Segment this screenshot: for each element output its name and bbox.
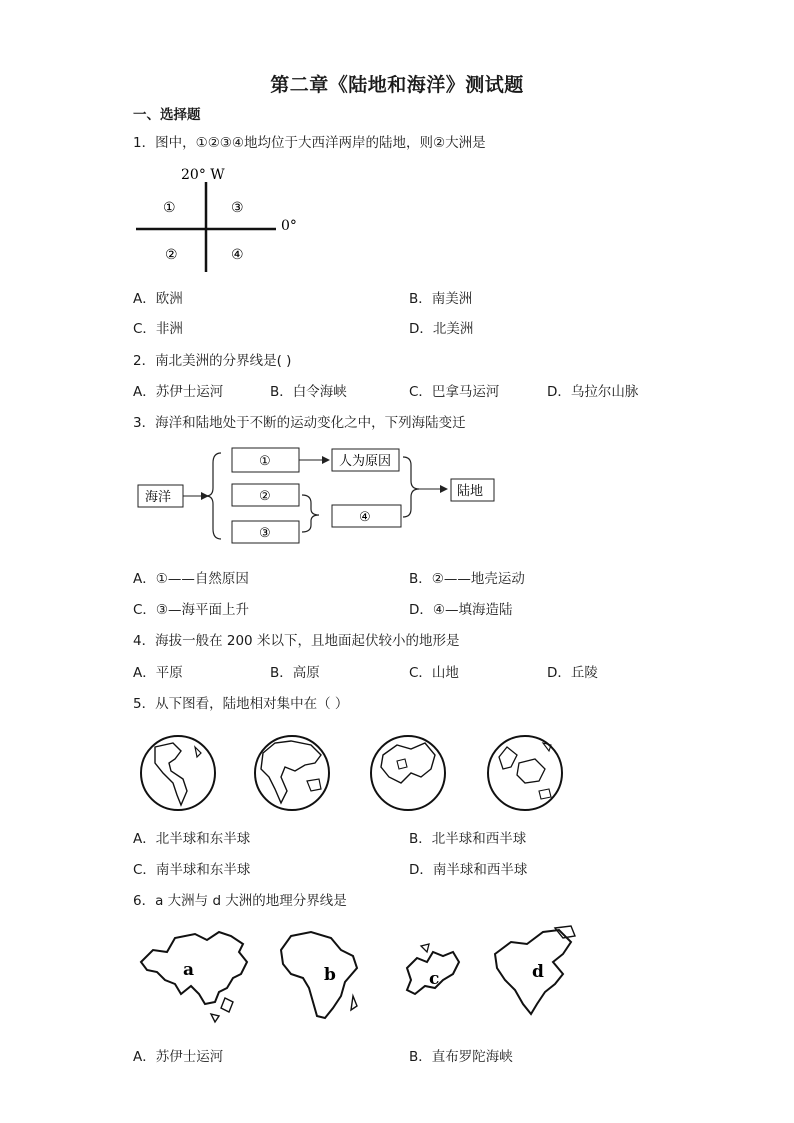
- q1-lon-label: 20° W: [181, 167, 225, 183]
- question-2-stem: 2．南北美洲的分界线是( ): [133, 353, 292, 369]
- question-6-stem: 6．a 大洲与 d 大洲的地理分界线是: [133, 893, 347, 909]
- q3-label-human: 人为原因: [339, 454, 392, 469]
- page-title: 第二章《陆地和海洋》测试题: [270, 74, 524, 96]
- continent-b-africa: [281, 932, 357, 1018]
- continent-a-asia: [141, 932, 247, 1022]
- continent-a-label: a: [183, 960, 195, 980]
- q4-option-b[interactable]: B．高原: [270, 665, 320, 681]
- continent-c-label: c: [429, 969, 440, 989]
- q3-label-land: 陆地: [457, 484, 484, 499]
- q3-option-d[interactable]: D．④—填海造陆: [409, 602, 513, 618]
- q3-mid-brace: [302, 495, 319, 532]
- q2-option-c[interactable]: C．巴拿马运河: [409, 384, 500, 400]
- q2-option-d[interactable]: D．乌拉尔山脉: [547, 384, 639, 400]
- q2-option-a[interactable]: A．苏伊士运河: [133, 384, 224, 400]
- question-4-stem: 4．海拔一般在 200 米以下，且地面起伏较小的地形是: [133, 633, 460, 649]
- q3-left-brace: [206, 453, 221, 539]
- q1-lat-label: 0°: [281, 218, 297, 234]
- globe-3-northern-hemisphere: [371, 736, 445, 810]
- q5-globes-figure: [135, 733, 565, 813]
- q6-option-b[interactable]: B．直布罗陀海峡: [409, 1049, 513, 1065]
- q3-option-a[interactable]: A．①——自然原因: [133, 571, 249, 587]
- q6-continents-figure: [135, 922, 585, 1032]
- q3-flow-diagram: [133, 443, 503, 553]
- continent-c-europe: [407, 944, 459, 994]
- q3-label-1: ①: [259, 454, 271, 469]
- continent-b-label: b: [324, 965, 336, 985]
- q3-label-3: ③: [259, 526, 271, 541]
- q3-option-c[interactable]: C．③—海平面上升: [133, 602, 250, 618]
- q4-option-c[interactable]: C．山地: [409, 665, 459, 681]
- q3-label-2: ②: [259, 489, 271, 504]
- continent-d-label: d: [532, 962, 544, 982]
- question-5-stem: 5．从下图看，陆地相对集中在（ ）: [133, 696, 349, 712]
- q3-right-brace: [403, 457, 419, 517]
- q5-option-b[interactable]: B．北半球和西半球: [409, 831, 527, 847]
- q1-mark-1: ①: [163, 200, 176, 216]
- q1-mark-2: ②: [165, 247, 178, 263]
- globe-4-southern-hemisphere: [488, 736, 562, 810]
- q5-option-d[interactable]: D．南半球和西半球: [409, 862, 528, 878]
- q6-option-a[interactable]: A．苏伊士运河: [133, 1049, 224, 1065]
- question-1-stem: 1．图中，①②③④地均位于大西洋两岸的陆地，则②大洲是: [133, 135, 486, 151]
- q3-label-sea: 海洋: [145, 490, 172, 505]
- q2-option-b[interactable]: B．白令海峡: [270, 384, 347, 400]
- q1-mark-4: ④: [231, 247, 244, 263]
- globe-1-western-hemisphere: [141, 736, 215, 810]
- q1-option-c[interactable]: C．非洲: [133, 321, 183, 337]
- q4-option-a[interactable]: A．平原: [133, 665, 183, 681]
- q1-option-d[interactable]: D．北美洲: [409, 321, 474, 337]
- q3-label-4: ④: [359, 510, 371, 525]
- q1-option-a[interactable]: A．欧洲: [133, 291, 183, 307]
- q5-option-c[interactable]: C．南半球和东半球: [133, 862, 251, 878]
- q3-option-b[interactable]: B．②——地壳运动: [409, 571, 525, 587]
- q1-mark-3: ③: [231, 200, 244, 216]
- q4-option-d[interactable]: D．丘陵: [547, 665, 598, 681]
- globe-2-eastern-hemisphere: [255, 736, 329, 810]
- section-heading: 一、选择题: [133, 107, 201, 123]
- q5-option-a[interactable]: A．北半球和东半球: [133, 831, 251, 847]
- q1-option-b[interactable]: B．南美洲: [409, 291, 473, 307]
- q1-coordinate-figure: [133, 160, 308, 275]
- question-3-stem: 3．海洋和陆地处于不断的运动变化之中，下列海陆变迁: [133, 415, 466, 431]
- continent-d-north-america: [495, 926, 575, 1014]
